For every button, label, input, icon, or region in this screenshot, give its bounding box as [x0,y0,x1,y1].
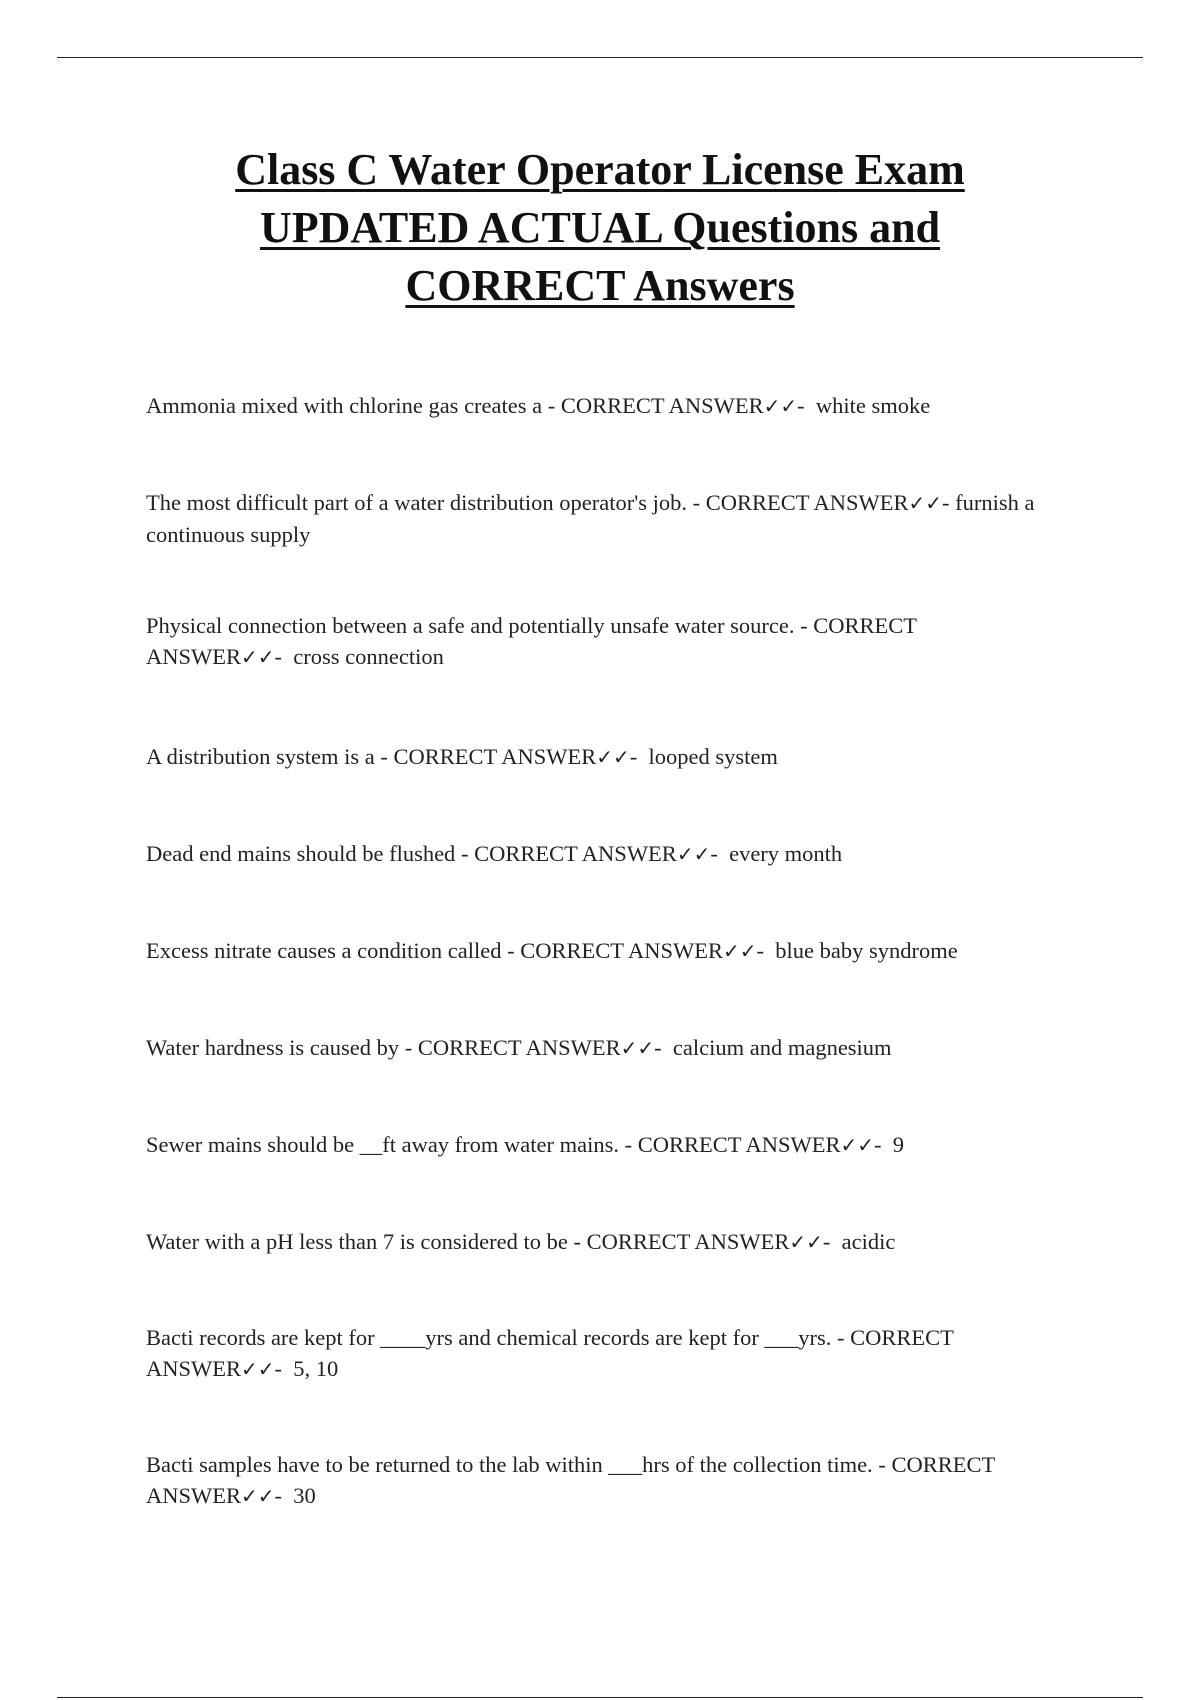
check-marks-icon: ✓✓ [840,1133,875,1157]
check-marks-icon: ✓✓ [789,1230,823,1254]
answer-label: CORRECT ANSWER [586,1229,790,1254]
qa-item: The most difficult part of a water distribution operator's job. - CORRECT ANSWER✓✓- furnish a continuous supply [146,490,1035,547]
check-marks-icon: ✓✓ [676,842,711,866]
answer-text: looped system [648,744,778,769]
bottom-divider [57,1697,1143,1698]
answer-text: 9 [892,1132,905,1157]
answer-text: furnish a continuous supply [146,490,1035,547]
qa-item: Bacti samples have to be returned to the lab within ___hrs of the collection time. - CORRECT ANSWER✓✓- 30 [146,1452,995,1508]
question-text: The most difficult part of a water distribution operator's job. [146,490,688,515]
check-marks-icon: ✓✓ [763,394,798,418]
title-line-1: Class C Water Operator License Exam [235,145,965,194]
answer-label: CORRECT ANSWER [417,1035,621,1060]
qa-item: Water with a pH less than 7 is considered to be - CORRECT ANSWER✓✓- acidic [146,1229,896,1254]
answer-text: calcium and magnesium [672,1035,892,1060]
answer-label: CORRECT ANSWER [705,490,909,515]
question-text: A distribution system is a [146,744,375,769]
question-text: Ammonia mixed with chlorine gas creates a [146,393,543,418]
answer-text: blue baby syndrome [775,938,958,963]
answer-label: CORRECT ANSWER [474,841,677,866]
document-title [100,141,1100,315]
answer-text: white smoke [815,393,931,418]
qa-item: Excess nitrate causes a condition called - CORRECT ANSWER✓✓- blue baby syndrome [146,938,958,963]
answer-text: 30 [293,1483,316,1508]
answer-label: CORRECT ANSWER [146,1452,995,1508]
answer-label: CORRECT ANSWER [560,393,764,418]
top-divider [57,57,1143,58]
question-text: Bacti samples have to be returned to the lab within ___hrs of the collection time. [146,1452,873,1477]
answer-text: 5, 10 [293,1356,339,1381]
qa-item: Water hardness is caused by - CORRECT ANSWER✓✓- calcium and magnesium [146,1035,892,1060]
question-text: Sewer mains should be __ft away from water mains. [146,1132,620,1157]
question-text: Dead end mains should be flushed [146,841,456,866]
qa-item: Sewer mains should be __ft away from water mains. - CORRECT ANSWER✓✓- 9 [146,1132,905,1157]
question-text: Excess nitrate causes a condition called [146,938,502,963]
check-marks-icon: ✓✓ [908,491,943,515]
qa-item: Ammonia mixed with chlorine gas creates a - CORRECT ANSWER✓✓- white smoke [146,393,931,418]
qa-item: Bacti records are kept for ____yrs and chemical records are kept for ___yrs. - CORRECT ANSWER✓✓- 5, 10 [146,1325,954,1381]
answer-label: CORRECT ANSWER [393,744,597,769]
answer-text: acidic [841,1229,896,1254]
question-text: Bacti records are kept for ____yrs and chemical records are kept for ___yrs. [146,1325,832,1350]
title-line-3: CORRECT Answers [405,261,795,310]
check-marks-icon: ✓✓ [596,745,630,769]
answer-label: CORRECT ANSWER [520,938,723,963]
answer-text: every month [729,841,843,866]
question-text: Water hardness is caused by [146,1035,400,1060]
question-text: Water with a pH less than 7 is considered to be [146,1229,568,1254]
answer-label: CORRECT ANSWER [146,1325,954,1381]
check-marks-icon: ✓✓ [620,1036,655,1060]
answer-text: cross connection [293,644,444,669]
check-marks-icon: ✓✓ [241,1357,275,1381]
qa-item: Dead end mains should be flushed - CORRECT ANSWER✓✓- every month [146,841,843,866]
qa-item: Physical connection between a safe and potentially unsafe water source. - CORRECT ANSWER✓✓- cross connection [146,613,917,669]
check-marks-icon: ✓✓ [723,939,757,963]
answer-label: CORRECT ANSWER [637,1132,841,1157]
check-marks-icon: ✓✓ [241,645,275,669]
answer-label: CORRECT ANSWER [146,613,917,669]
check-marks-icon: ✓✓ [241,1484,275,1508]
qa-item: A distribution system is a - CORRECT ANSWER✓✓- looped system [146,744,778,769]
question-text: Physical connection between a safe and potentially unsafe water source. [146,613,795,638]
title-line-2: UPDATED ACTUAL Questions and [259,203,941,252]
